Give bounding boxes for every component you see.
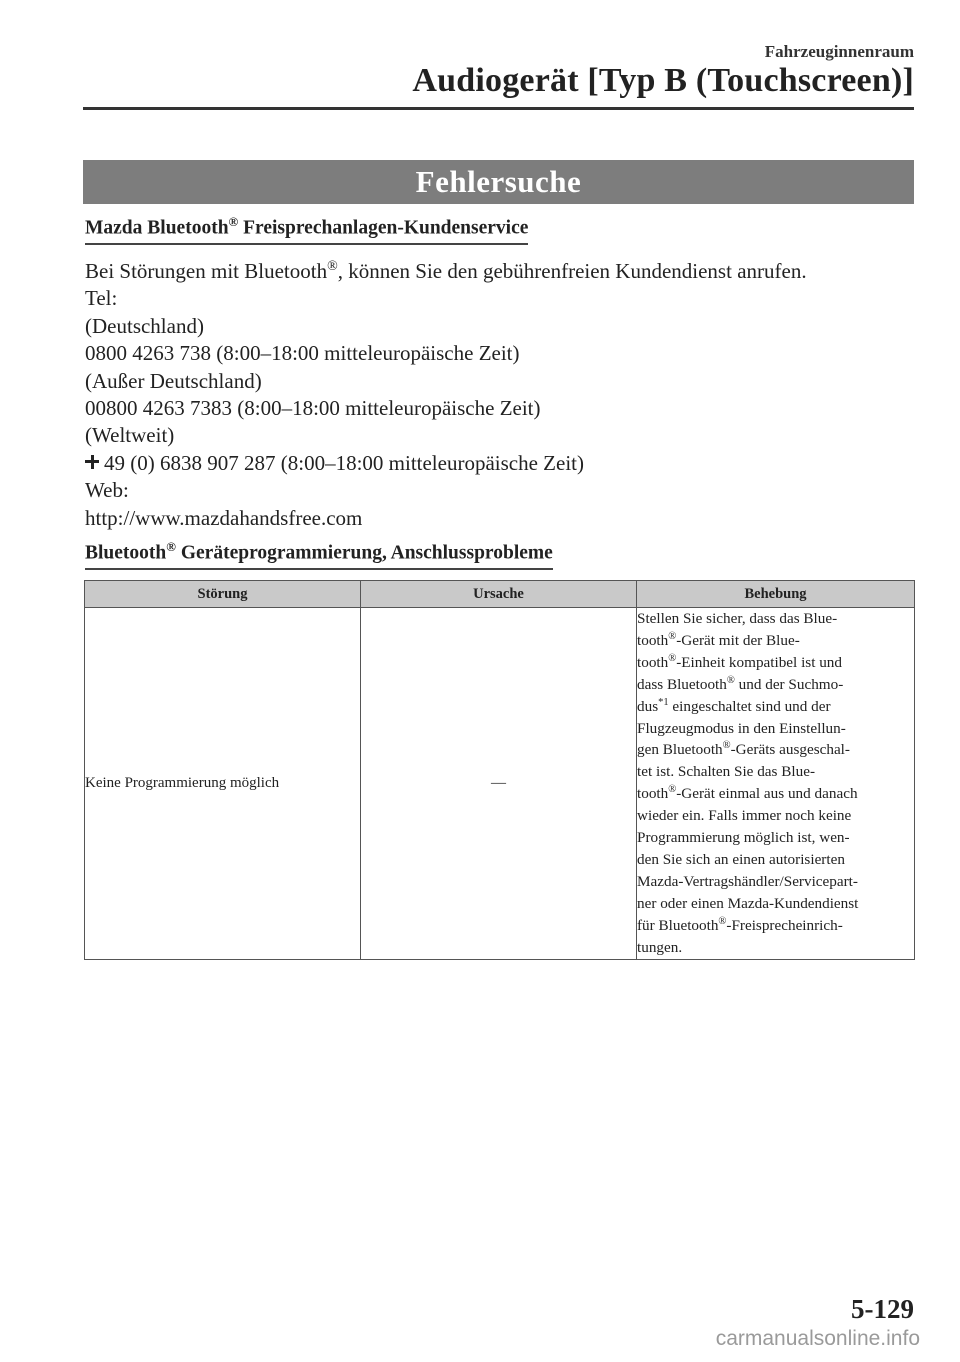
remedy-line: tungen. — [637, 938, 683, 956]
remedy-line: dus$^{*1}$ eingeschaltet sind und der — [637, 696, 831, 715]
phone-outside-germany: 00800 4263 7383 (8:00–18:00 mitteleuropäische Zeit) — [85, 396, 541, 421]
footnote-marker: *1 — [658, 696, 669, 708]
website-link[interactable]: http://www.mazdahandsfree.com — [85, 505, 363, 530]
remedy-line: für Bluetooth®-Freisprecheinrich- — [637, 915, 843, 934]
troubleshooting-table — [84, 580, 915, 960]
remedy-line: ner oder einen Mazda-Kundendienst — [637, 894, 859, 912]
symptom-cell: Keine Programmierung möglich — [85, 608, 361, 960]
remedy-line: Stellen Sie sicher, dass das Blue- — [637, 610, 838, 627]
tel-label: Tel: — [85, 286, 118, 311]
remedy-line: gen Bluetooth®-Geräts ausgeschal- — [637, 740, 850, 759]
column-header-remedy: Behebung — [637, 581, 915, 608]
remedy-line: Flugzeugmodus in den Einstellun- — [637, 719, 846, 737]
intro-paragraph — [85, 258, 915, 285]
section-banner: Fehlersuche — [83, 160, 914, 204]
programming-heading — [85, 539, 553, 570]
header-divider — [83, 107, 914, 110]
table-header-row — [85, 581, 915, 608]
remedy-line: den Sie sich an einen autorisierten — [637, 850, 845, 868]
phone-worldwide: 49 (0) 6838 907 287 (8:00–18:00 mitteleuropäische Zeit) — [104, 450, 584, 475]
phone-germany: 0800 4263 738 (8:00–18:00 mitteleuropäische Zeit) — [85, 341, 520, 366]
region-germany: (Deutschland) — [85, 313, 204, 338]
service-heading-pre: Mazda Bluetooth — [85, 217, 229, 239]
cause-cell: — — [361, 608, 637, 960]
remedy-line: Mazda-Vertragshändler/Servicepart- — [637, 872, 858, 890]
page-header-title: Audiogerät [Typ B (Touchscreen)] — [412, 62, 914, 99]
intro-pre: Bei Störungen mit Bluetooth — [85, 259, 328, 283]
service-heading — [85, 214, 528, 245]
remedy-cell — [637, 608, 915, 960]
service-info — [85, 258, 915, 532]
intro-post: , können Sie den gebührenfreien Kundendienst anrufen. — [337, 259, 807, 283]
programming-heading-post: Geräteprogrammierung, Anschlussprobleme — [175, 542, 553, 564]
phone-worldwide-line — [85, 450, 915, 477]
remedy-line: tet ist. Schalten Sie das Blue- — [637, 763, 816, 781]
registered-mark: ® — [166, 539, 176, 554]
column-header-cause: Ursache — [361, 581, 637, 608]
service-heading-post: Freisprechanlagen-Kundenservice — [238, 217, 529, 239]
web-label: Web: — [85, 478, 129, 503]
column-header-symptom: Störung — [85, 581, 361, 608]
chapter-label: Fahrzeuginnenraum — [764, 42, 914, 61]
table-row — [85, 608, 915, 960]
remedy-line: dass Bluetooth® und der Suchmo- — [637, 674, 844, 693]
remedy-line: Programmierung möglich ist, wen- — [637, 829, 850, 847]
remedy-line: tooth®-Einheit kompatibel ist und — [637, 652, 842, 671]
remedy-line: wieder ein. Falls immer noch keine — [637, 807, 852, 825]
remedy-line: tooth®-Gerät einmal aus und danach — [637, 784, 858, 803]
registered-mark: ® — [228, 214, 239, 229]
watermark: carmanualsonline.info — [715, 1327, 920, 1350]
plus-icon — [85, 455, 99, 469]
page-number: 5-129 — [851, 1294, 914, 1324]
remedy-line: tooth®-Gerät mit der Blue- — [637, 630, 800, 649]
region-worldwide: (Weltweit) — [85, 423, 175, 448]
programming-heading-pre: Bluetooth — [85, 542, 167, 564]
registered-mark: ® — [327, 259, 338, 274]
region-outside-germany: (Außer Deutschland) — [85, 368, 262, 393]
